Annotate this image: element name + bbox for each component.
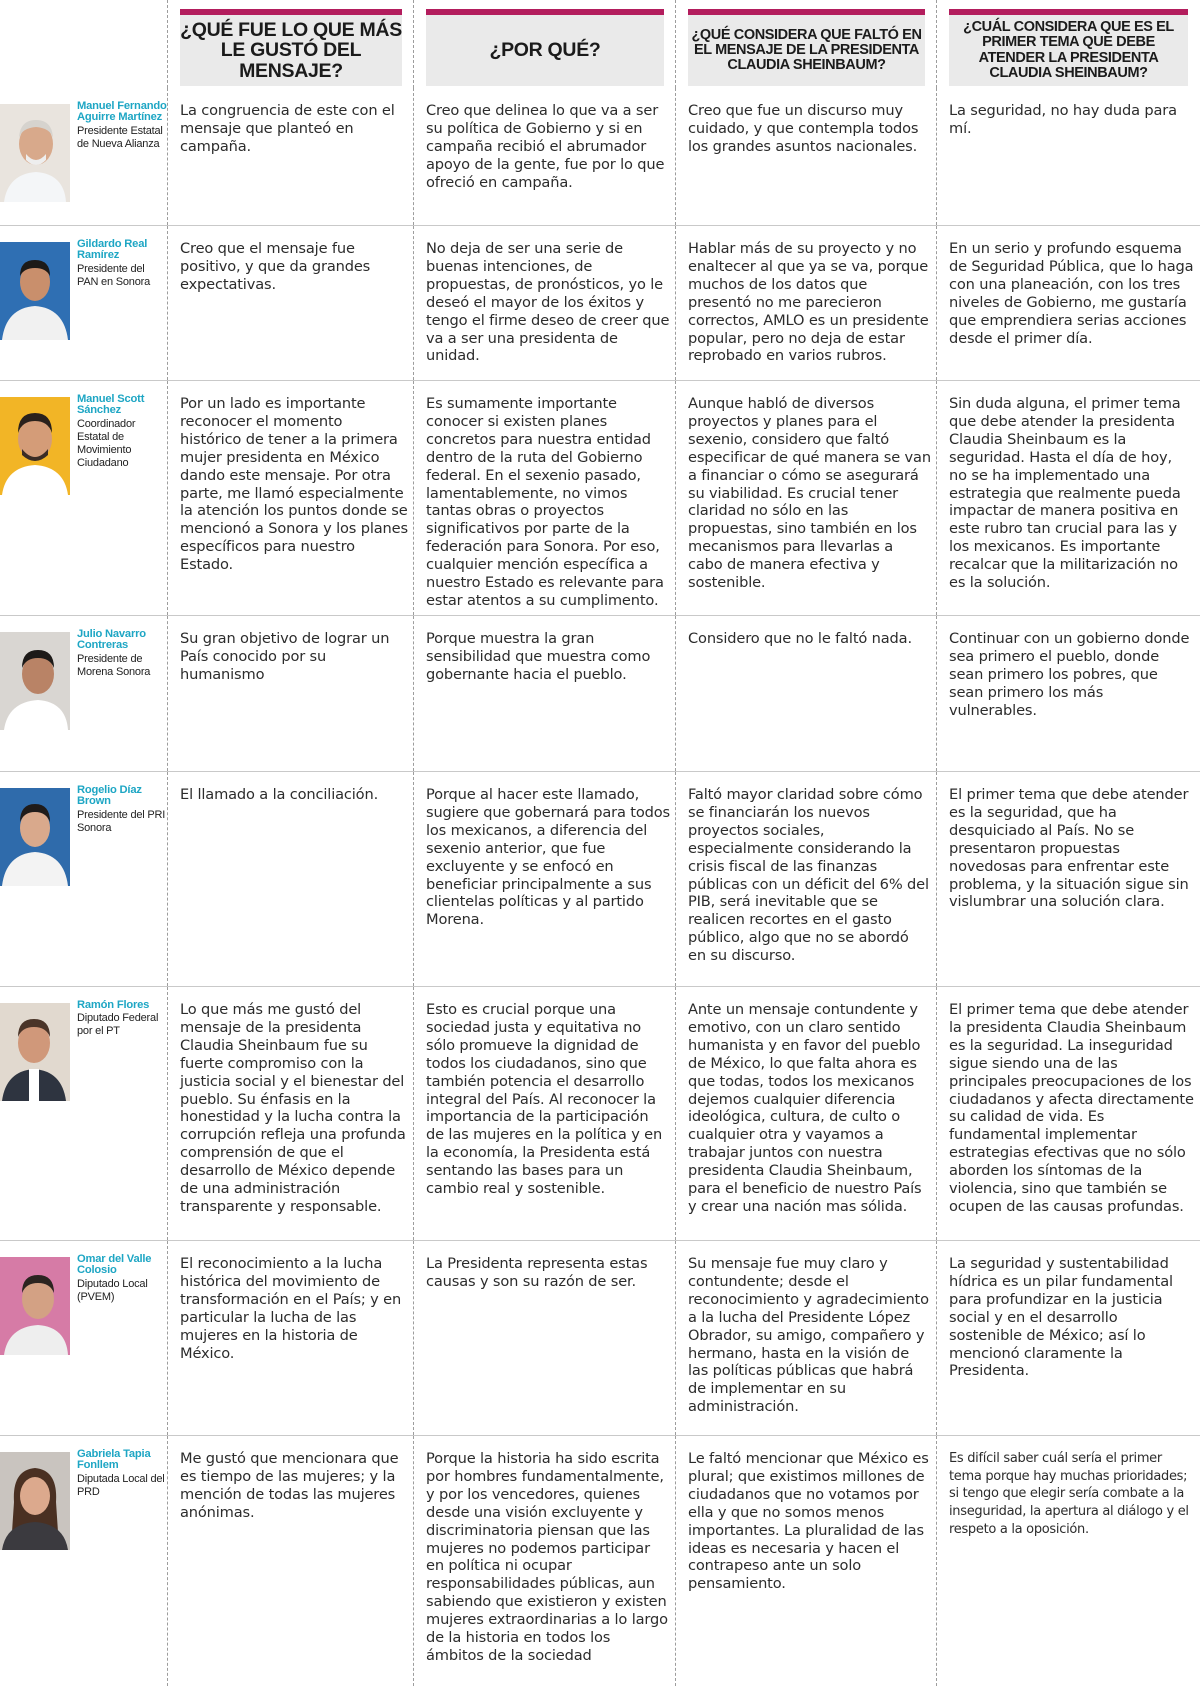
person-row-3	[0, 615, 168, 771]
answer-cell: Considero que no le faltó nada.	[676, 615, 937, 771]
answer-cell: Continuar con un gobierno donde sea primero el pueblo, donde sean primero los pobres, que sean primero los más vulnerables.	[937, 615, 1200, 771]
answer-cell: Lo que más me gustó del mensaje de la presidenta Claudia Sheinbaum fue su fuerte compromiso con la justicia social y el bienestar del pueblo. Su énfasis en la honestidad y la lucha contra la corrupción refleja una profunda comprensión de que el desarrollo de México depende de una administración transparente y responsable.	[168, 986, 414, 1240]
person-role: Presidente del PRI Sonora	[77, 808, 166, 834]
person-name: Gildardo Real Ramírez	[77, 238, 148, 262]
answer-cell: Le faltó mencionar que México es plural; que existimos millones de ciudadanos que no votamos por ella y que no somos menos importantes. La pluralidad de las ideas es necesaria y hacen el contrapeso ante un solo pensamiento.	[676, 1435, 937, 1686]
answer-cell: Su gran objetivo de lograr un País conocido por su humanismo	[168, 615, 414, 771]
answer-cell: Su mensaje fue muy claro y contundente; desde el reconocimiento y agradecimiento a la lucha del Presidente López Obrador, su amigo, compañero y hermano, hasta en la visión de las políticas públicas que habrá de implementar en su administración.	[676, 1240, 937, 1435]
person-row-4	[0, 771, 168, 986]
answer-cell: Aunque habló de diversos proyectos y planes para el sexenio, considero que faltó especificar de qué manera se van a financiar o cómo se asegurará su viabilidad. Es crucial tener claridad no sólo en las propuestas, sino también en los mecanismos para llevarlas a cabo de manera efectiva y sostenible.	[676, 380, 937, 615]
answer-cell: El reconocimiento a la lucha histórica del movimiento de transformación en el País; y en particular la lucha de las mujeres en la historia de México.	[168, 1240, 414, 1435]
answer-cell: Creo que fue un discurso muy cuidado, y que contempla todos los grandes asuntos nacionales.	[676, 88, 937, 225]
person-role: Presidente Estatal de Nueva Alianza	[77, 124, 163, 150]
column-header-1-label: ¿QUÉ FUE LO QUE MÁS LE GUSTÓ DEL MENSAJE?	[180, 9, 402, 86]
answer-cell: La congruencia de este con el mensaje que planteó en campaña.	[168, 88, 414, 225]
answer-cell: Porque muestra la gran sensibilidad que muestra como gobernante hacia el pueblo.	[414, 615, 676, 771]
person-photo	[0, 242, 70, 340]
person-role: Diputado Federal por el PT	[77, 1012, 159, 1038]
answer-cell: Es sumamente importante conocer si existen planes concretos para nuestra entidad dentro de la ruta del Gobierno federal. En el sexenio pasado, lamentablemente, no vimos tantas obras o proyectos significativos por parte de la federación para Sonora. Por eso, cualquier mención específica a nuestro Estado es relevante para estar atentos a su cumplimento.	[414, 380, 676, 615]
answer-cell: Creo que delinea lo que va a ser su política de Gobierno y si en campaña recibió el abrumador apoyo de la gente, fue por lo que ofreció en campaña.	[414, 88, 676, 225]
person-photo	[0, 1452, 70, 1550]
column-header-4	[937, 0, 1200, 88]
answer-cell: En un serio y profundo esquema de Seguridad Pública, que lo haga con una planeación, con los tres niveles de Gobierno, me gustaría que emprendiera serias acciones desde el primer día.	[937, 225, 1200, 380]
person-photo	[0, 788, 70, 886]
person-role: Presidente del PAN en Sonora	[77, 262, 151, 288]
person-name: Ramón Flores	[77, 999, 150, 1011]
person-row-0	[0, 88, 168, 225]
answer-cell: Porque al hacer este llamado, sugiere que gobernará para todos los mexicanos, a diferencia del sexenio anterior, que fue excluyente y se enfocó en beneficiar principalmente a sus clientelas políticas y al partido Morena.	[414, 771, 676, 986]
person-role: Diputada Local del PRD	[77, 1472, 165, 1498]
person-photo	[0, 632, 70, 730]
answer-cell: La Presidenta representa estas causas y son su razón de ser.	[414, 1240, 676, 1435]
answer-cell: Porque la historia ha sido escrita por hombres fundamentalmente, y por los vencedores, quienes desde una visión excluyente y discriminatoria piensan que las mujeres no podemos participar en política ni ocupar responsabilidades públicas, aun sabiendo que existieron y existen mujeres extraordinarias a lo largo de la historia en todos los ámbitos de la sociedad	[414, 1435, 676, 1686]
answer-cell: El primer tema que debe atender la presidenta Claudia Sheinbaum es la seguridad. La inseguridad sigue siendo una de las principales preocupaciones de los ciudadanos y afecta directamente su calidad de vida. Es fundamental implementar estrategias efectivas que no sólo aborden los síntomas de la violencia, sino que también se ocupen de las causas profundas.	[937, 986, 1200, 1240]
person-row-2	[0, 380, 168, 615]
column-header-1	[168, 0, 414, 88]
answer-cell: La seguridad y sustentabilidad hídrica es un pilar fundamental para profundizar en la justicia social y en el desarrollo sostenible de México; así lo mencionó claramente la Presidenta.	[937, 1240, 1200, 1435]
answer-cell: Sin duda alguna, el primer tema que debe atender la presidenta Claudia Sheinbaum es la seguridad. Hasta el día de hoy, no se ha implementado una estrategia que realmente pueda impactar de manera positiva en este rubro tan crucial para las y los mexicanos. Es importante recalcar que la militarización no es la solución.	[937, 380, 1200, 615]
column-header-4-label: ¿CUÁL CONSIDERA QUE ES EL PRIMER TEMA QUE DEBE ATENDER LA PRESIDENTA CLAUDIA SHEINBAUM?	[949, 9, 1188, 86]
answer-cell: Faltó mayor claridad sobre cómo se financiarán los nuevos proyectos sociales, especialmente considerando la crisis fiscal de las finanzas públicas con un déficit del 6% del PIB, será inevitable que se realicen recortes en el gasto público, algo que no se abordó en su discurso.	[676, 771, 937, 986]
answer-cell: Hablar más de su proyecto y no enaltecer al que ya se va, porque muchos de los datos que presentó no me parecieron correctos, AMLO es un presidente popular, pero no deja de estar reprobado en varios rubros.	[676, 225, 937, 380]
person-name: Julio Navarro Contreras	[77, 628, 146, 652]
person-photo	[0, 1257, 70, 1355]
header-spacer	[0, 0, 168, 88]
answer-cell: Creo que el mensaje fue positivo, y que da grandes expectativas.	[168, 225, 414, 380]
column-header-3-label: ¿QUÉ CONSIDERA QUE FALTÓ EN EL MENSAJE DE LA PRESIDENTA CLAUDIA SHEINBAUM?	[688, 9, 925, 86]
answer-cell: Esto es crucial porque una sociedad justa y equitativa no sólo promueve la dignidad de todos los ciudadanos, sino que también potencia el desarrollo integral del País. Al reconocer la importancia de la participación de las mujeres en la política y en la economía, la Presidenta está sentando las bases para un cambio real y sostenible.	[414, 986, 676, 1240]
column-header-2	[414, 0, 676, 88]
person-photo	[0, 1003, 70, 1101]
column-header-3	[676, 0, 937, 88]
person-role: Presidente de Morena Sonora	[77, 652, 151, 678]
answer-cell: Es difícil saber cuál sería el primer tema porque hay muchas prioridades; si tengo que elegir sería combate a la inseguridad, la apertura al diálogo y el respeto a la oposición.	[937, 1435, 1200, 1686]
column-header-2-label: ¿POR QUÉ?	[426, 9, 664, 86]
answer-cell: Ante un mensaje contundente y emotivo, con un claro sentido humanista y en favor del pueblo de México, lo que falta ahora es que todas, todos los mexicanos dejemos cualquier diferencia ideológica, cultura, de culto o cualquier otra y vayamos a trabajar juntos con nuestra presidenta Claudia Sheinbaum, para el beneficio de nuestro País y crear una nación mas sólida.	[676, 986, 937, 1240]
person-name: Manuel Scott Sánchez	[77, 393, 145, 417]
person-row-5	[0, 986, 168, 1240]
person-row-1	[0, 225, 168, 380]
person-photo	[0, 397, 70, 495]
person-role: Coordinador Estatal de Movimiento Ciudadano	[77, 417, 136, 469]
person-name: Gabriela Tapia Fonllem	[77, 1448, 151, 1472]
answer-cell: El llamado a la conciliación.	[168, 771, 414, 986]
answer-cell: No deja de ser una serie de buenas intenciones, de propuestas, de pronósticos, yo le deseó el mayor de los éxitos y tengo el firme deseo de creer que va a ser una presidenta de unidad.	[414, 225, 676, 380]
person-name: Rogelio Díaz Brown	[77, 784, 142, 808]
person-row-7	[0, 1435, 168, 1686]
person-name: Manuel Fernando Aguirre Martínez	[77, 100, 167, 124]
person-name: Omar del Valle Colosio	[77, 1253, 152, 1277]
answer-cell: La seguridad, no hay duda para mí.	[949, 102, 1177, 137]
answer-cell: Me gustó que mencionara que es tiempo de las mujeres; y la mención de todas las mujeres anónimas.	[168, 1435, 414, 1686]
person-row-6	[0, 1240, 168, 1435]
person-role: Diputado Local (PVEM)	[77, 1277, 148, 1303]
answer-cell: El primer tema que debe atender es la seguridad, que ha desquiciado al País. No se presentaron propuestas novedosas para enfrentar este problema, y la situación sigue sin vislumbrar una solución clara.	[937, 771, 1200, 986]
person-photo	[0, 104, 70, 202]
answer-cell: Por un lado es importante reconocer el momento histórico de tener a la primera mujer presidenta en México dando este mensaje. Por otra parte, me llamó especialmente la atención los puntos donde se mencionó a Sonora y los planes específicos para nuestro Estado.	[168, 380, 414, 615]
